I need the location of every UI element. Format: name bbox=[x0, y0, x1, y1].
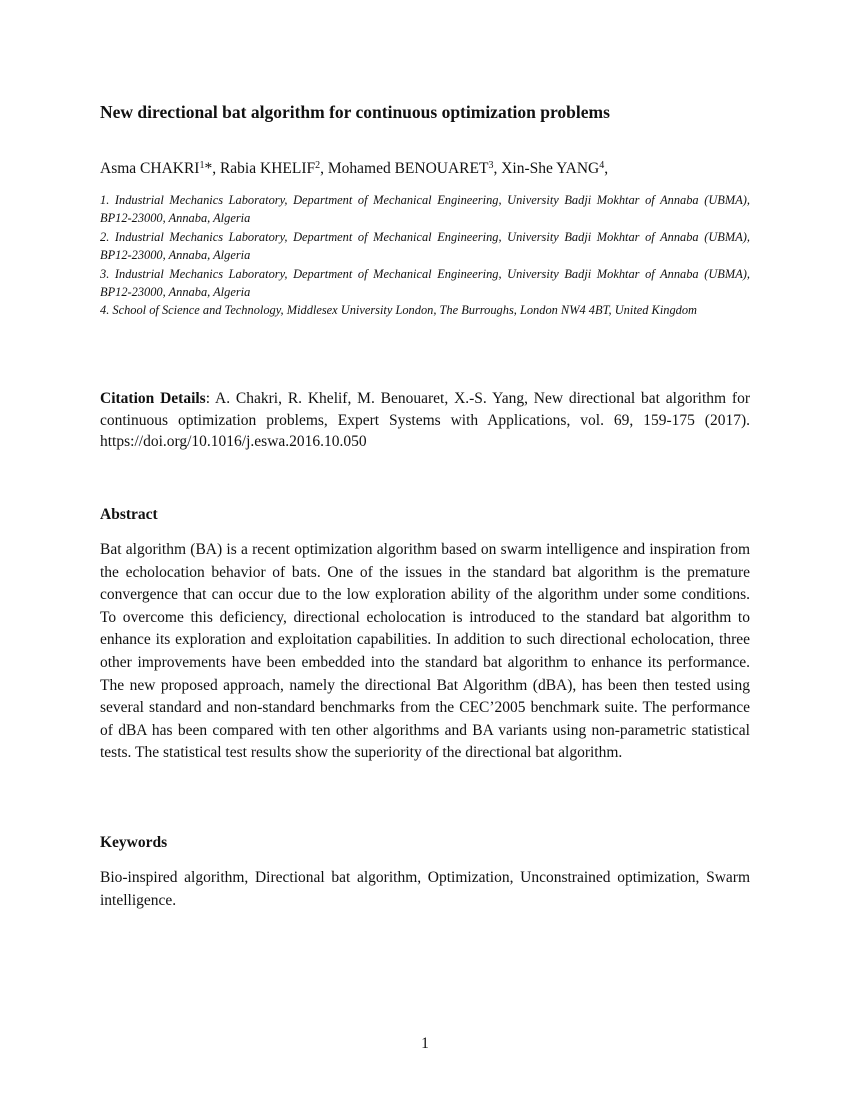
author-affiliation-marker: 3 bbox=[488, 160, 494, 171]
affiliation-list bbox=[100, 191, 750, 320]
author-name: Mohamed BENOUARET bbox=[327, 160, 489, 177]
abstract-heading: Abstract bbox=[100, 506, 158, 523]
author-name: Asma CHAKRI bbox=[100, 160, 200, 177]
citation-details bbox=[100, 388, 750, 453]
affiliation-item: 3. Industrial Mechanics Laboratory, Department of Mechanical Engineering, University Badji Mokhtar of Annaba (UBMA), BP12-23000, Annaba, Algeria bbox=[100, 266, 750, 300]
page-number: 1 bbox=[421, 1035, 429, 1052]
author-affiliation-marker: 1 bbox=[199, 160, 205, 171]
author-separator: , bbox=[320, 160, 328, 177]
author-name: Rabia KHELIF bbox=[219, 160, 316, 177]
affiliation-item: 1. Industrial Mechanics Laboratory, Department of Mechanical Engineering, University Badji Mokhtar of Annaba (UBMA), BP12-23000, Annaba, Algeria bbox=[100, 193, 750, 226]
keywords-text: Bio-inspired algorithm, Directional bat algorithm, Optimization, Unconstrained optimization, Swarm intelligence. bbox=[100, 869, 750, 909]
citation-text: : A. Chakri, R. Khelif, M. Benouaret, X.-S. Yang, New directional bat algorithm for continuous optimization problems, Expert Systems with Applications, vol. 69, 159-175 (2017). https://doi.org/10.1016/j.eswa.2016.10.050 bbox=[100, 390, 750, 451]
author-separator: , bbox=[493, 160, 502, 177]
paper-title: New directional bat algorithm for continuous optimization problems bbox=[100, 102, 610, 122]
author-separator: *, bbox=[204, 160, 220, 177]
author-affiliation-marker: 4 bbox=[599, 160, 605, 171]
author-separator: , bbox=[604, 160, 609, 177]
affiliation-item: 4. School of Science and Technology, Middlesex University London, The Burroughs, London NW4 4BT, United Kingdom bbox=[100, 303, 697, 318]
author-affiliation-marker: 2 bbox=[315, 160, 321, 171]
abstract-text: Bat algorithm (BA) is a recent optimization algorithm based on swarm intelligence and inspiration from the echolocation behavior of bats. One of the issues in the standard bat algorithm is the premature convergence that can occur due to the low exploration ability of the algorithm under some conditions. To overcome this deficiency, directional echolocation is introduced to the standard bat algorithm to enhance its exploration and exploitation capabilities. In addition to such directional echolocation, three other improvements have been embedded into the standard bat algorithm to enhance its performance. The new proposed approach, namely the directional Bat Algorithm (dBA), has been then tested using several standard and non-standard benchmarks from the CEC’2005 benchmark suite. The performance of dBA has been compared with ten other algorithms and BA variants using non-parametric statistical tests. The statistical test results show the superiority of the directional bat algorithm. bbox=[100, 541, 750, 762]
author-name: Xin-She YANG bbox=[501, 160, 600, 177]
citation-label: Citation Details bbox=[100, 390, 206, 407]
author-list bbox=[100, 159, 608, 179]
affiliation-item: 2. Industrial Mechanics Laboratory, Department of Mechanical Engineering, University Badji Mokhtar of Annaba (UBMA), BP12-23000, Annaba, Algeria bbox=[100, 229, 750, 263]
keywords-heading: Keywords bbox=[100, 834, 168, 851]
